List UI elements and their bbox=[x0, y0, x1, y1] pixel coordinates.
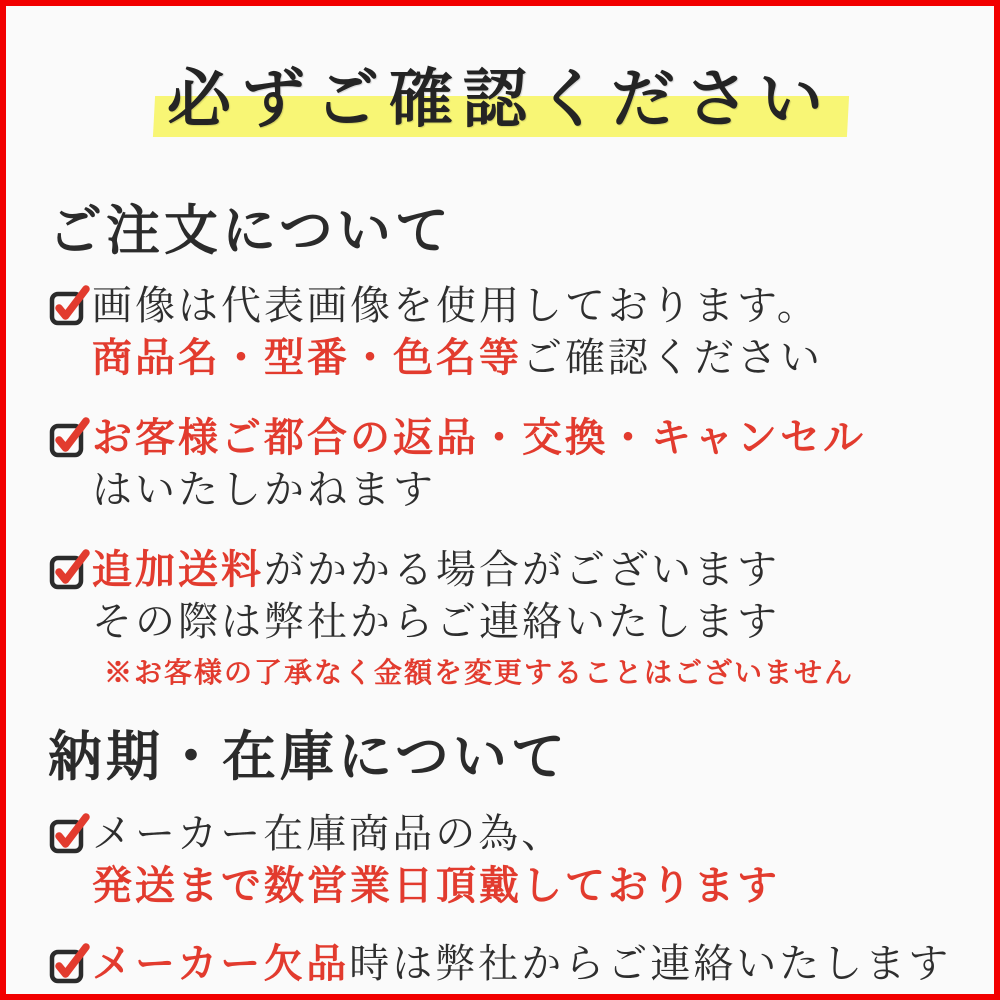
notice-content bbox=[6, 200, 994, 990]
text-segment-emphasis: 商品名・型番・色名等 bbox=[92, 335, 522, 381]
checkbox-checked-icon bbox=[48, 414, 92, 460]
text-segment: 時は弊社からご連絡いたします bbox=[349, 941, 952, 987]
checkbox-checked-icon bbox=[48, 546, 92, 592]
text-segment: がかかる場合がございます bbox=[264, 547, 780, 593]
section-heading-order: ご注文について bbox=[48, 201, 453, 261]
text-segment-emphasis: 追加送料 bbox=[92, 547, 264, 593]
item-text bbox=[92, 938, 951, 990]
page-title: 必ずご確認ください bbox=[167, 64, 833, 135]
list-item bbox=[48, 412, 956, 516]
list-item bbox=[48, 544, 956, 694]
item-text bbox=[92, 544, 854, 694]
item-text bbox=[92, 412, 866, 516]
list-item bbox=[48, 280, 956, 384]
text-segment: 画像は代表画像を使用しております。 bbox=[92, 283, 820, 329]
checkbox-checked-icon bbox=[48, 282, 92, 328]
text-segment-emphasis: お客様ご都合の返品・交換・キャンセル bbox=[92, 415, 866, 461]
checkbox-checked-icon bbox=[48, 940, 92, 986]
list-item bbox=[48, 938, 956, 990]
list-item bbox=[48, 808, 956, 912]
text-segment: その際は弊社からご連絡いたします bbox=[92, 599, 780, 645]
text-segment-emphasis: 発送まで数営業日頂戴しております bbox=[92, 863, 780, 909]
text-segment-emphasis: メーカー欠品 bbox=[92, 941, 350, 987]
fine-print-note: ※お客様の了承なく金額を変更することはございません bbox=[104, 658, 855, 690]
text-segment: はいたしかねます bbox=[92, 467, 436, 513]
item-text bbox=[92, 280, 823, 384]
text-segment: ご確認ください bbox=[522, 335, 823, 381]
checkbox-checked-icon bbox=[48, 810, 92, 856]
item-text bbox=[92, 808, 780, 912]
text-segment: メーカー在庫商品の為、 bbox=[92, 811, 565, 857]
section-heading-delivery-stock: 納期・在庫について bbox=[48, 727, 569, 788]
page-title-block bbox=[6, 6, 994, 134]
